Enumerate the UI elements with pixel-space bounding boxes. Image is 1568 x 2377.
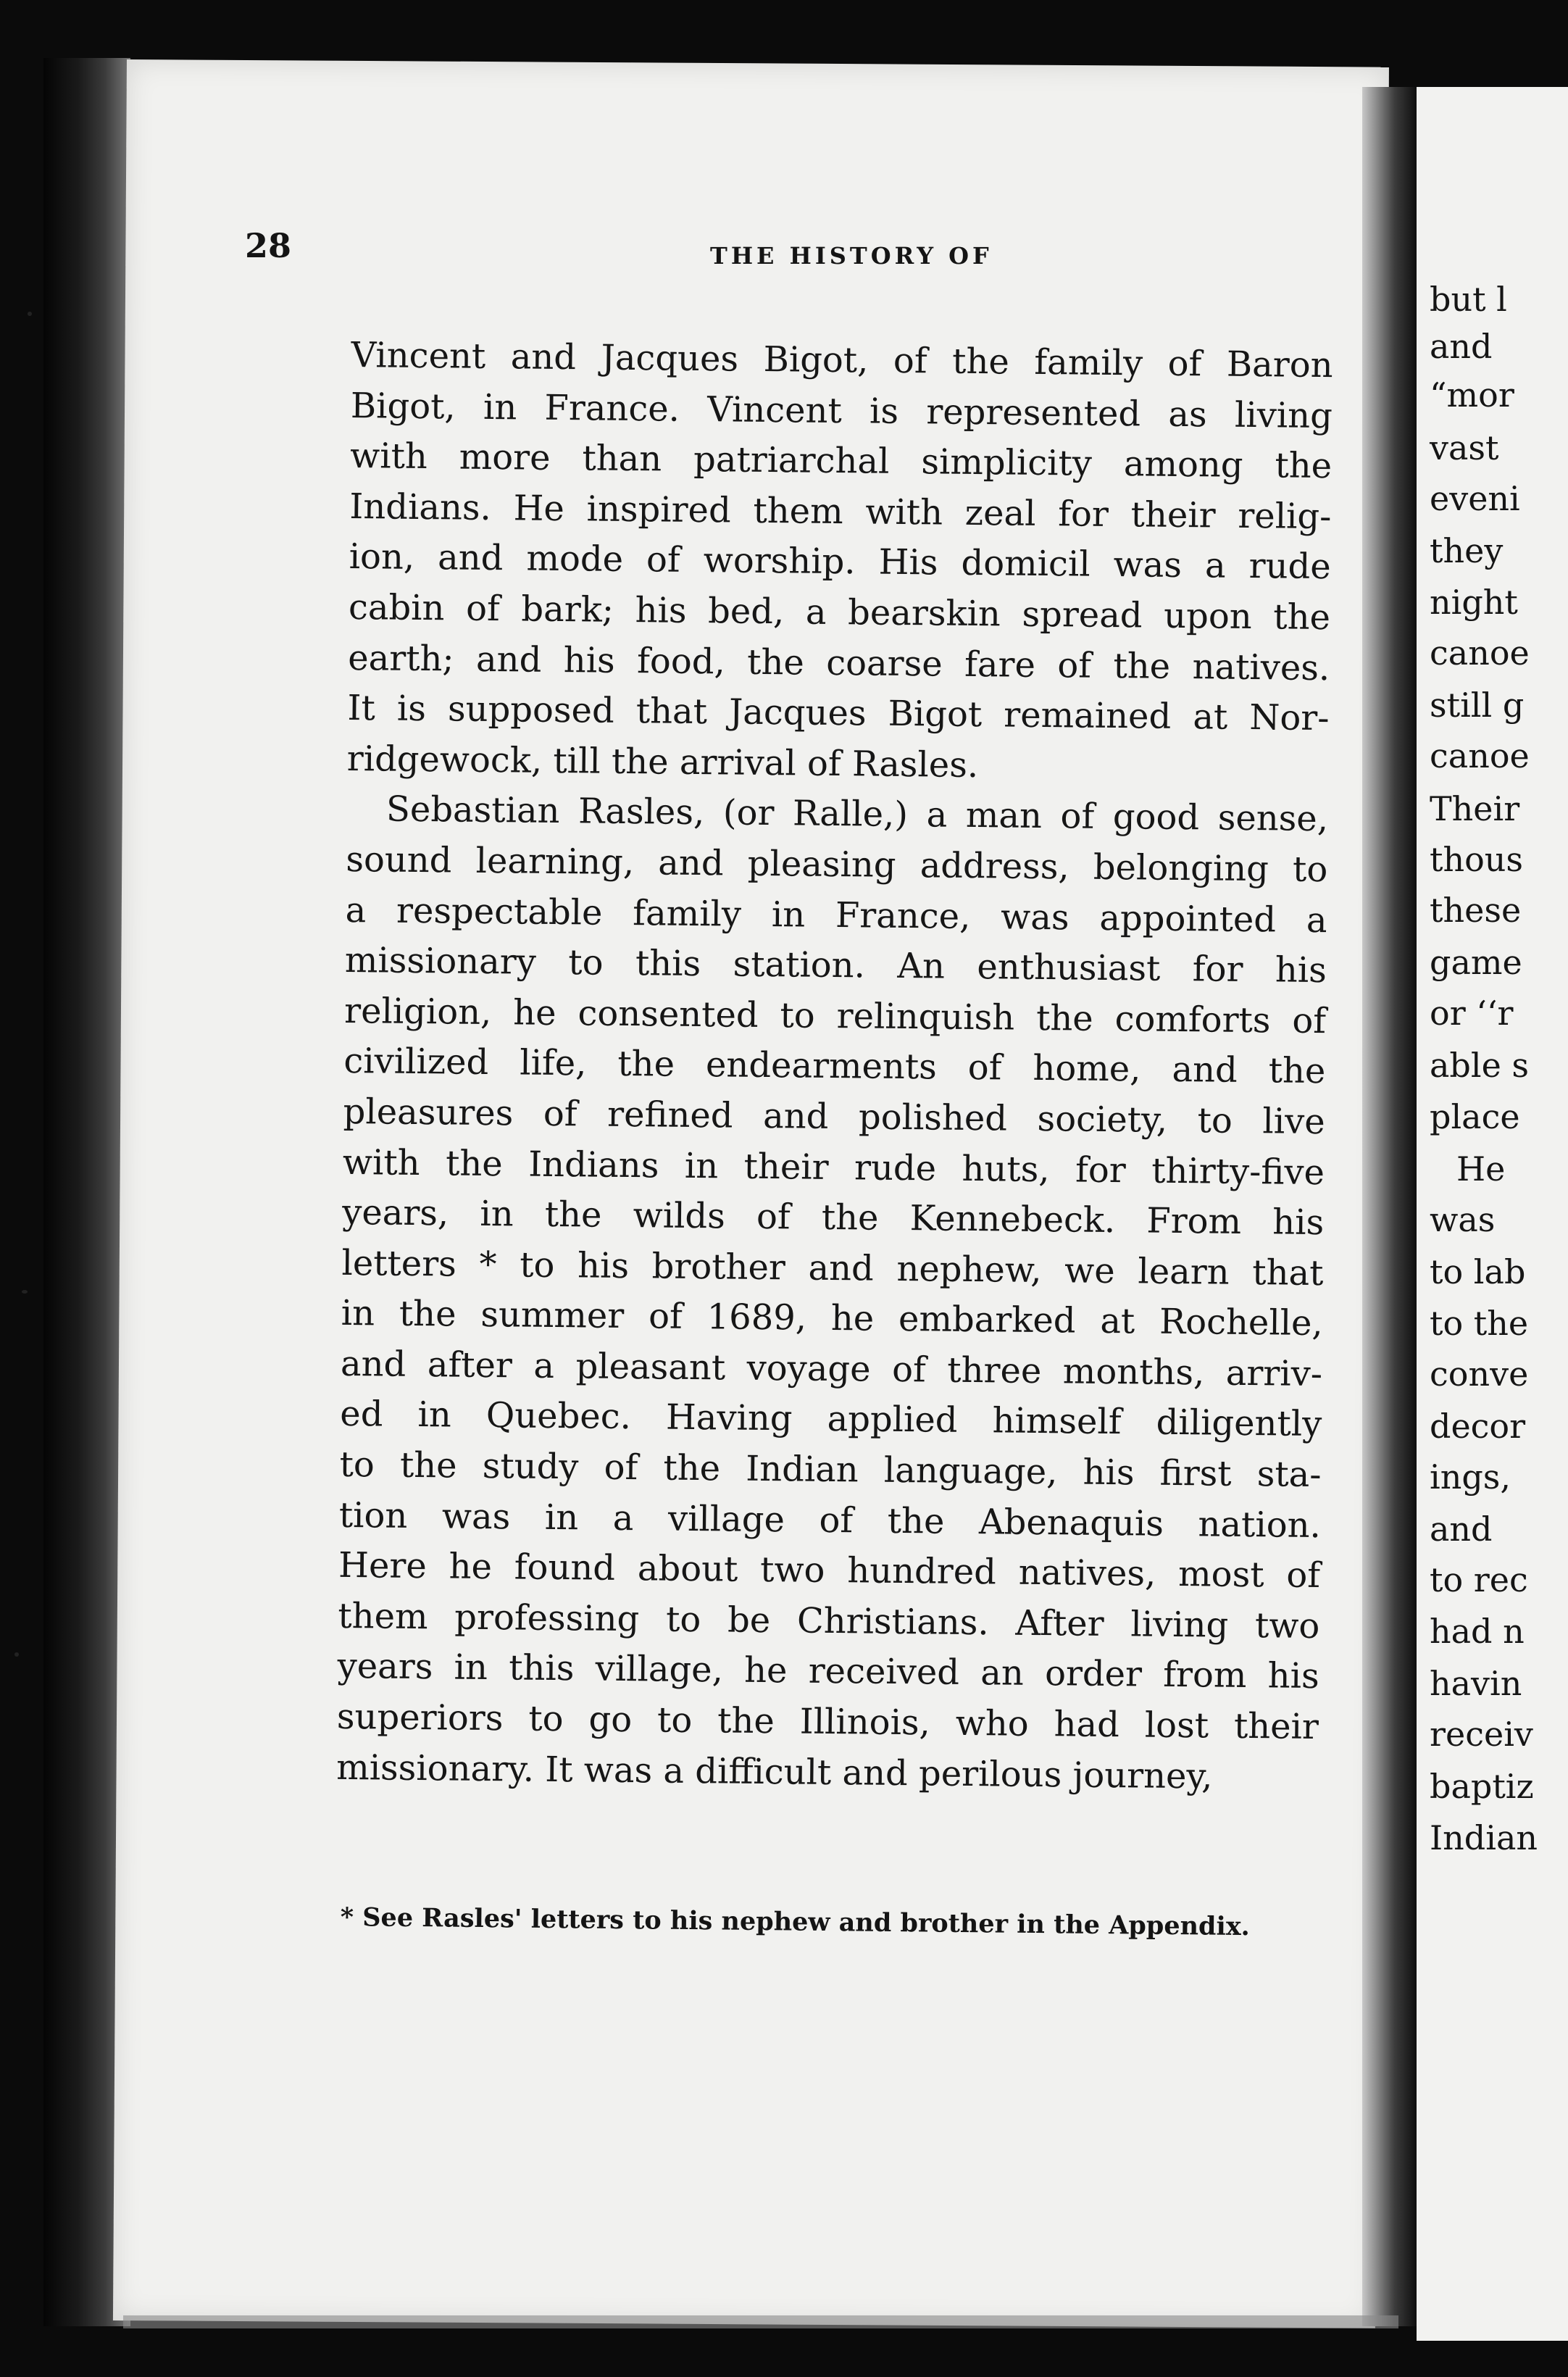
right-page-line: canoe [1430, 633, 1530, 673]
body-line: them professing to be Christians. After living two [338, 1595, 1320, 1647]
body-line: earth; and his food, the coarse fare of the natives. [347, 637, 1330, 688]
body-line: and after a pleasant voyage of three months, arriv- [340, 1343, 1323, 1394]
book-gutter [1362, 87, 1417, 2326]
body-line: Indians. He inspired them with zeal for their relig- [349, 486, 1332, 537]
body-line: sound learning, and pleasing address, belonging to [346, 838, 1328, 891]
page-number: 28 [245, 226, 292, 265]
body-line: civilized life, the endearments of home, and the [343, 1041, 1326, 1092]
right-page-line: ings, [1430, 1457, 1511, 1496]
scan-speck [22, 1290, 28, 1294]
right-page-line: Their [1430, 789, 1520, 828]
right-page-line: but l [1430, 280, 1507, 319]
right-page-line: to rec [1430, 1560, 1528, 1599]
body-text [336, 330, 1333, 1803]
right-page-line: they [1430, 531, 1504, 570]
right-page-line: place [1430, 1097, 1520, 1136]
right-page-line: was [1430, 1200, 1496, 1239]
right-page-line: these [1430, 891, 1522, 930]
right-page-line: to lab [1430, 1252, 1526, 1291]
body-line: with more than patriarchal simplicity among the [349, 436, 1333, 487]
right-page-line: or ‘‘r [1430, 994, 1514, 1033]
body-line: superiors to go to the Illinois, who had lost their [336, 1696, 1319, 1748]
right-page-line: “mor [1430, 375, 1514, 415]
right-page-line: havin [1430, 1664, 1522, 1703]
body-line: Here he found about two hundred natives, most of [338, 1545, 1321, 1597]
right-page-line: decor [1430, 1407, 1526, 1446]
body-line: ed in Quebec. Having applied himself diligently [340, 1394, 1322, 1445]
body-line: Sebastian Rasles, (or Ralle,) a man of good sense, [385, 788, 1329, 840]
right-page-line: canoe [1430, 736, 1530, 775]
right-page-line: night [1430, 583, 1518, 622]
right-page-line: receiv [1430, 1715, 1533, 1754]
body-line: years in this village, he received an order from his [337, 1646, 1319, 1697]
footnote: * See Rasles' letters to his nephew and brother in the Appendix. [340, 1902, 1251, 1942]
right-page-line: game [1430, 943, 1522, 982]
body-line: with the Indians in their rude huts, for thirty-five [342, 1141, 1325, 1193]
running-head: THE HISTORY OF [710, 242, 993, 270]
scan-speck [14, 1652, 19, 1657]
right-page-line: conve [1430, 1354, 1529, 1394]
body-line: pleasures of refined and polished society, to live [343, 1091, 1325, 1143]
body-line: a respectable family in France, was appointed a [345, 889, 1327, 941]
body-line: Bigot, in France. Vincent is represented as living [350, 385, 1333, 436]
right-page-line: and [1430, 327, 1493, 366]
body-line: in the summer of 1689, he embarked at Rochelle, [341, 1293, 1324, 1344]
right-page-line: vast [1430, 428, 1499, 467]
body-line: cabin of bark; his bed, a bearskin spread upon the [348, 586, 1331, 638]
right-page-line: Indian [1430, 1818, 1538, 1857]
page-bottom-edge [123, 2315, 1398, 2328]
body-line: ridgewock, till the arrival of Rasles. [346, 738, 979, 786]
body-line: letters * to his brother and nephew, we learn that [341, 1242, 1324, 1294]
body-line: years, in the wilds of the Kennebeck. From his [341, 1192, 1325, 1244]
right-page [1417, 87, 1568, 2341]
body-line: It is supposed that Jacques Bigot remained at Nor- [347, 688, 1330, 739]
body-line: Vincent and Jacques Bigot, of the family of Baron [351, 334, 1333, 386]
right-page-line: to the [1430, 1304, 1529, 1343]
right-page-line: thous [1430, 840, 1524, 879]
right-page-line: eveni [1430, 479, 1520, 518]
body-line: missionary. It was a difficult and perilous journey, [335, 1747, 1213, 1797]
body-line: tion was in a village of the Abenaquis nation. [338, 1494, 1322, 1546]
body-line: ion, and mode of worship. His domicil was a rude [349, 536, 1331, 588]
right-page-line: able s [1430, 1046, 1530, 1085]
right-page-line: He [1456, 1149, 1506, 1188]
right-page-line: and [1430, 1510, 1493, 1549]
body-line: to the study of the Indian language, his first sta- [339, 1444, 1322, 1496]
right-page-line: baptiz [1430, 1767, 1534, 1806]
right-page-line: still g [1430, 686, 1525, 725]
right-page-line: had n [1430, 1612, 1525, 1651]
body-line: missionary to this station. An enthusiast for his [344, 940, 1327, 991]
scan-speck [28, 312, 32, 316]
body-line: religion, he consented to relinquish the comforts of [343, 990, 1327, 1041]
